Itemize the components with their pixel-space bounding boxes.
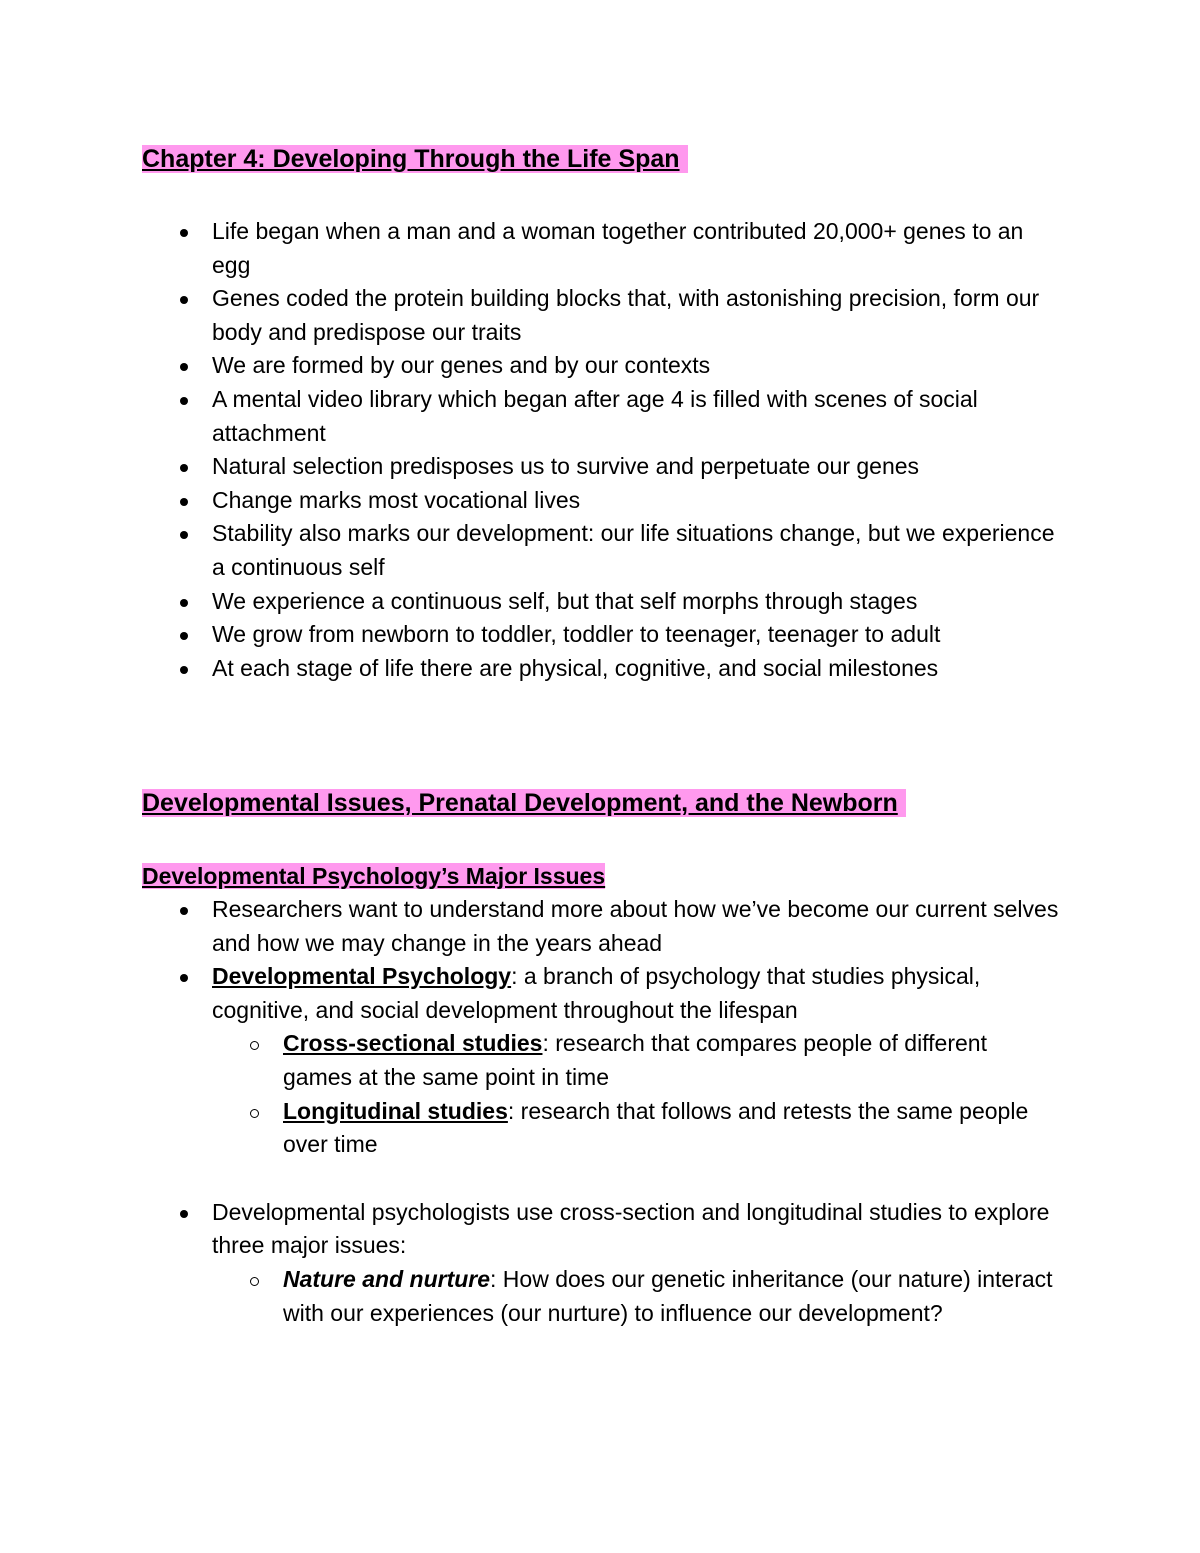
list-item: Natural selection predisposes us to survive and perpetuate our genes: [0, 450, 1200, 484]
chapter-title: Chapter 4: Developing Through the Life Span: [142, 142, 688, 176]
definition-text: : research that compares people of different games at the same point in time: [283, 1030, 987, 1090]
list-item: We experience a continuous self, but that self morphs through stages: [0, 585, 1200, 619]
list-item: Researchers want to understand more about how we’ve become our current selves and how we may change in the years ahead: [0, 893, 1200, 960]
list-item: We grow from newborn to toddler, toddler to teenager, teenager to adult: [0, 618, 1200, 652]
list-item: Genes coded the protein building blocks that, with astonishing precision, form our body and predispose our traits: [0, 282, 1200, 349]
definition-text: : a branch of psychology that studies physical, cognitive, and social development throughout the lifespan: [212, 963, 981, 1023]
list-item: Developmental psychologists use cross-section and longitudinal studies to explore three major issues:: [0, 1196, 1200, 1263]
sub-list-item: [0, 1027, 1200, 1094]
list-item: [0, 960, 1200, 1027]
list-item: At each stage of life there are physical, cognitive, and social milestones: [0, 652, 1200, 686]
definition-text: : research that follows and retests the same people over time: [283, 1097, 1029, 1158]
sub-list-item: [0, 1095, 1200, 1162]
section-title: Developmental Issues, Prenatal Development, and the Newborn: [142, 786, 906, 820]
list-item: Life began when a man and a woman together contributed 20,000+ genes to an egg: [0, 215, 1200, 282]
term-longitudinal: Longitudinal studies: [283, 1097, 508, 1124]
section-bullet-list: [0, 893, 1200, 1330]
section-subtitle: Developmental Psychology’s Major Issues: [142, 863, 606, 889]
definition-text: : How does our genetic inheritance (our nature) interact with our experiences (our nurture) to influence our development?: [283, 1265, 1053, 1326]
term-nature-nurture: Nature and nurture: [283, 1265, 491, 1292]
term-cross-sectional: Cross-sectional studies: [283, 1030, 543, 1057]
list-item: Stability also marks our development: our life situations change, but we experience a continuous self: [0, 517, 1200, 584]
sub-list-item: [0, 1263, 1200, 1330]
chapter-bullet-list: [0, 215, 1200, 685]
list-item: A mental video library which began after age 4 is filled with scenes of social attachment: [0, 383, 1200, 450]
list-item: We are formed by our genes and by our contexts: [0, 349, 1200, 383]
term-developmental-psychology: Developmental Psychology: [212, 963, 512, 990]
list-item: Change marks most vocational lives: [0, 484, 1200, 518]
